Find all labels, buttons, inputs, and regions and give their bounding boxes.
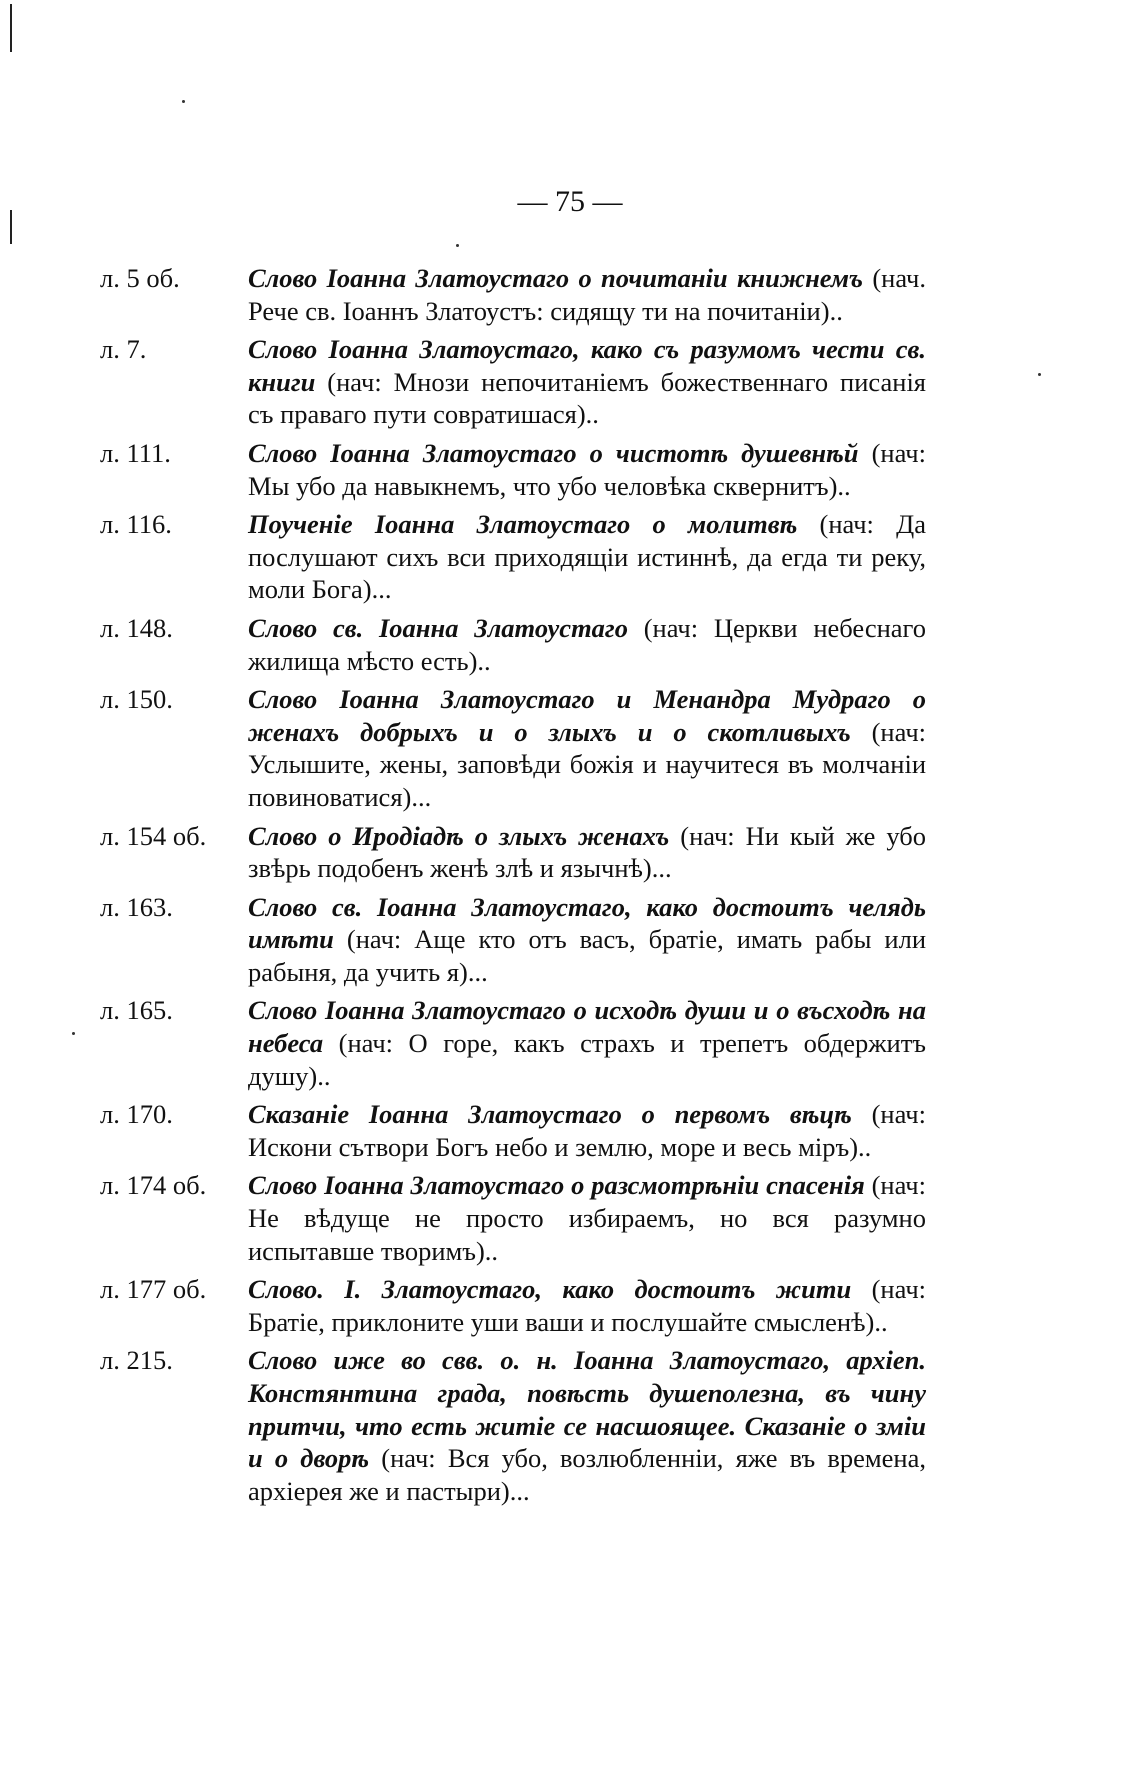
catalog-entry [100, 1169, 926, 1267]
entry-title: Поученіе Іоанна Златоустаго о молитвѣ [248, 509, 798, 540]
scan-speck [182, 100, 185, 103]
leaf-reference: л. 174 об. [100, 1170, 207, 1201]
catalog-entry [100, 1098, 926, 1163]
entry-title: Слово о Иродіадѣ о злыхъ женахъ [248, 820, 670, 851]
scan-speck [72, 1032, 75, 1035]
entry-title: Слово св. Іоанна Златоустаго [248, 612, 628, 643]
entry-title: Слово Іоанна Златоустаго, како съ разумомъ чести св. книги [248, 334, 926, 397]
scan-margin-mark [10, 4, 12, 52]
entry-incipit: (нач: Да послушают сихъ вси приходящіи истиннѣ, да егда ти реку, моли Бога)... [248, 509, 926, 605]
entry-incipit: (нач: Аще кто отъ васъ, братіе, имать рабы или рабыня, да учить я)... [248, 924, 927, 987]
entry-incipit: (нач: Церкви небеснаго жилища мѣсто есть).. [248, 612, 926, 676]
entry-incipit: (нач: Ни кый же убо звѣрь подобенъ женѣ злѣ и язычнѣ)... [248, 820, 927, 884]
catalog-entry [100, 333, 926, 431]
entry-incipit: (нач: Вся убо, возлюбленніи, яже въ времена, архіерея же и пастыри)... [248, 1443, 926, 1506]
leaf-reference: л. 215. [100, 1345, 173, 1376]
entry-title: Слово иже во свв. о. н. Іоанна Златоустаго, архіеп. Констянтина града, повѣсть душеполезна, въ чину притчи, что есть житіе се насшоящее. Сказаніе о зміи и о дворѣ [248, 1345, 926, 1474]
entry-incipit: (нач: Мнози непочитаніемъ божественнаго писанія съ праваго пути совратишася).. [248, 366, 926, 430]
entry-incipit: (нач. Рече св. Іоаннъ Златоустъ: сидящу ти на почитаніи).. [248, 263, 927, 326]
entry-list [100, 262, 926, 1513]
scan-speck [1038, 373, 1041, 376]
catalog-entry [100, 891, 926, 989]
leaf-reference: л. 165. [100, 995, 173, 1026]
leaf-reference: л. 7. [100, 334, 147, 365]
catalog-entry [100, 437, 926, 502]
leaf-reference: л. 116. [100, 509, 172, 540]
entry-incipit: (нач: Не вѣдуще не просто избираемъ, но вся разумно испытавше творимъ).. [248, 1170, 926, 1266]
catalog-entry [100, 612, 926, 677]
entry-incipit: (нач: Искони сътвори Богъ небо и землю, море и весь міръ).. [248, 1099, 926, 1162]
entry-title: Слово Іоанна Златоустаго о чистотѣ душевнѣй [248, 437, 859, 468]
entry-incipit: (нач: Мы убо да навыкнемъ, что убо человѣка сквернитъ).. [248, 437, 926, 501]
catalog-entry [100, 683, 926, 813]
entry-incipit: (нач: О горе, какъ страхъ и трепетъ обдержитъ душу).. [248, 1028, 927, 1091]
leaf-reference: л. 150. [100, 684, 173, 715]
entry-title: Слово Іоанна Златоустаго о исходѣ души и о въсходѣ на небеса [248, 995, 926, 1059]
entry-title: Слово Іоанна Златоустаго о почитаніи книжнемъ [248, 263, 864, 293]
entry-title: Слово Іоанна Златоустаго и Менандра Мудраго о женахъ добрыхъ и о злыхъ и о скотливыхъ [248, 684, 926, 747]
entry-incipit: (нач: Услышите, жены, заповѣди божія и научитеся въ молчаніи повиноватися)... [248, 716, 927, 812]
leaf-reference: л. 148. [100, 612, 173, 643]
entry-title: Сказаніе Іоанна Златоустаго о первомъ вѣцѣ [248, 1099, 852, 1130]
catalog-entry [100, 820, 926, 885]
entry-incipit: (нач: Братіе, приклоните уши ваши и послушайте смысленѣ).. [248, 1274, 927, 1337]
entry-title: Слово Іоанна Златоустаго о разсмотрѣніи спасенія [248, 1170, 865, 1201]
catalog-entry [100, 262, 926, 327]
scan-speck [456, 244, 459, 247]
catalog-entry [100, 1273, 926, 1338]
leaf-reference: л. 177 об. [100, 1274, 207, 1305]
page-number: — 75 — [517, 185, 623, 218]
leaf-reference: л. 170. [100, 1099, 173, 1130]
entry-title: Слово св. Іоанна Златоустаго, како достоитъ челядь имѣти [248, 891, 926, 955]
leaf-reference: л. 154 об. [100, 820, 207, 851]
catalog-entry [100, 508, 926, 606]
leaf-reference: л. 5 об. [100, 263, 180, 293]
catalog-entry [100, 1344, 926, 1507]
catalog-entry [100, 994, 926, 1092]
leaf-reference: л. 163. [100, 891, 173, 922]
leaf-reference: л. 111. [100, 437, 171, 468]
entry-title: Слово. І. Златоустаго, како достоитъ жити [248, 1274, 852, 1305]
